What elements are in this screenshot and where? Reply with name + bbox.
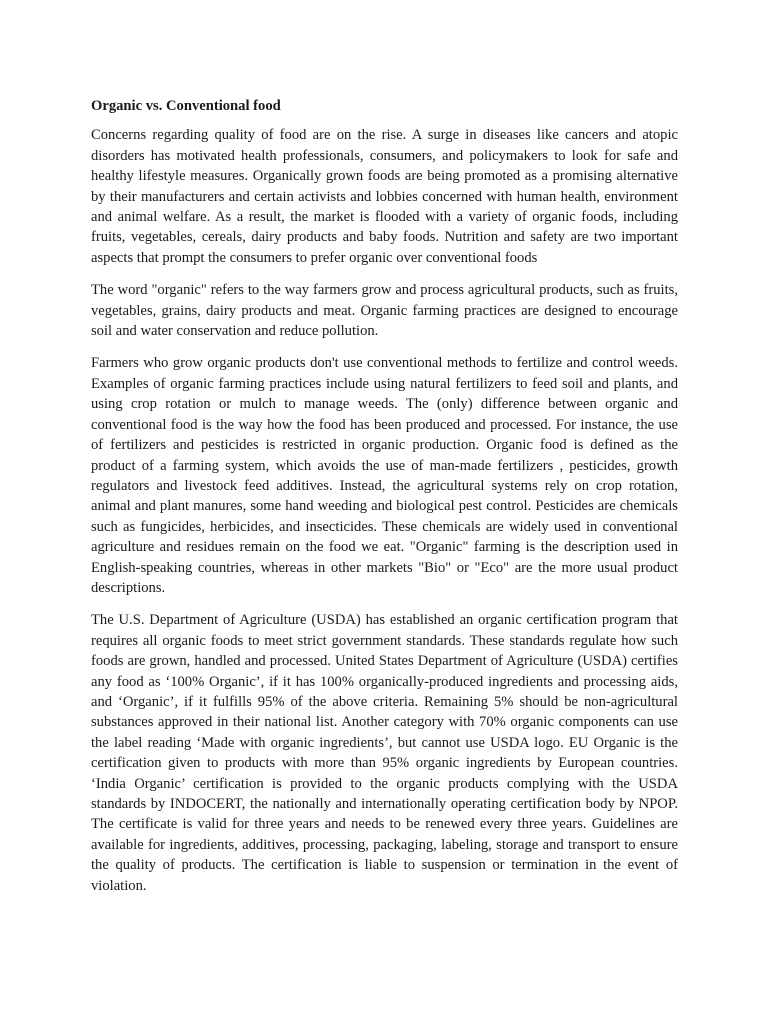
paragraph-2: The word "organic" refers to the way farmers grow and process agricultural products, such as fruits, vegetables, grains, dairy products and meat. Organic farming practices are designed to encourage soil and water conservation and reduce pollution. [91, 282, 678, 340]
paragraph-3: Farmers who grow organic products don't use conventional methods to fertilize and control weeds. Examples of organic farming practices include using natural fertilizers to feed soil and plants, and using crop rotation or mulch to manage weeds. The (only) difference between organic and conventional food is the way how the food has been produced and processed. For instance, the use of fertilizers and pesticides is restricted in organic production. Organic food is defined as the product of a farming system, which avoids the use of man-made fertilizers , pesticides, growth regulators and livestock feed additives. Instead, the agricultural systems rely on crop rotation, animal and plant manures, some hand weeding and biological pest control. Pesticides are chemicals such as fungicides, herbicides, and insecticides. These chemicals are widely used in conventional agriculture and residues remain on the food we eat. "Organic" farming is the description used in English-speaking countries, whereas in other markets "Bio" or "Eco" are the more usual product descriptions. [91, 355, 678, 596]
document-page [91, 96, 678, 908]
paragraph-4: The U.S. Department of Agriculture (USDA) has established an organic certification program that requires all organic foods to meet strict government standards. These standards regulate how such foods are grown, handled and processed. United States Department of Agriculture (USDA) certifies any food as ‘100% Organic’, if it has 100% organically-produced ingredients and processing aids, and ‘Organic’, if it fulfills 95% of the above criteria. Remaining 5% should be non-agricultural substances approved in their national list. Another category with 70% organic components can use the label reading ‘Made with organic ingredients’, but cannot use USDA logo. EU Organic is the certification given to products with more than 95% organic ingredients by European countries. ‘India Organic’ certification is provided to the organic products complying with the USDA standards by INDOCERT, the nationally and internationally operating certification body by NPOP. The certificate is valid for three years and needs to be renewed every three years. Guidelines are available for ingredients, additives, processing, packaging, labeling, storage and transport to ensure the quality of products. The certification is liable to suspension or termination in the event of violation. [91, 612, 678, 894]
page-title: Organic vs. Conventional food [91, 98, 281, 114]
paragraph-1: Concerns regarding quality of food are on the rise. A surge in diseases like cancers and atopic disorders has motivated health professionals, consumers, and policymakers to look for safe and healthy lifestyle measures. Organically grown foods are being promoted as a promising alternative by their manufacturers and certain activists and lobbies concerned with human health, environment and animal welfare. As a result, the market is flooded with a variety of organic foods, including fruits, vegetables, cereals, dairy products and baby foods. Nutrition and safety are two important aspects that prompt the consumers to prefer organic over conventional foods [91, 127, 678, 266]
